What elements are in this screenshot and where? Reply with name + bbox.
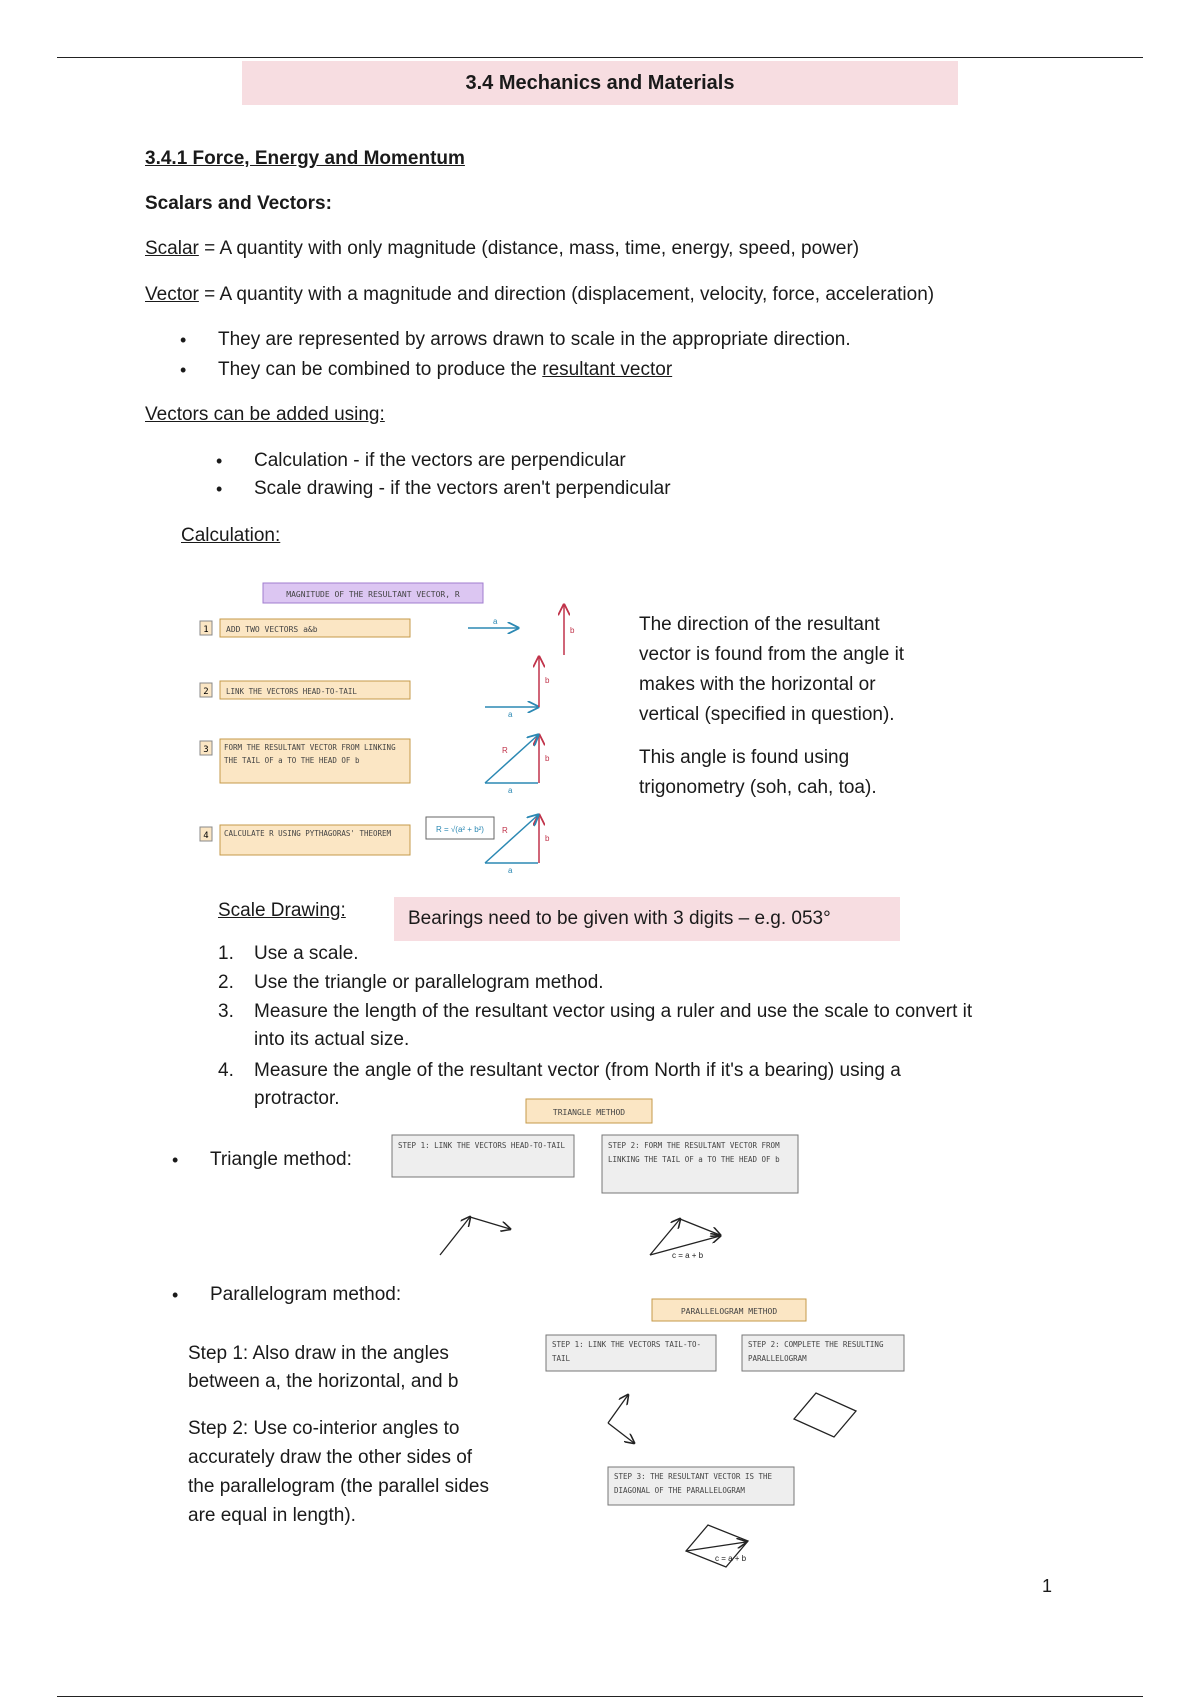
calculation-heading: Calculation: bbox=[181, 525, 281, 546]
direction-paragraph bbox=[639, 610, 904, 730]
para-step1-paragraph bbox=[188, 1340, 458, 1396]
step-line: Measure the length of the resultant vector using a ruler and use the scale to convert it bbox=[254, 1001, 973, 1022]
para-step2-line: the parallelogram (the parallel sides bbox=[188, 1476, 489, 1497]
triangle-header-text: TRIANGLE METHOD bbox=[552, 1108, 626, 1117]
bullet-item bbox=[218, 356, 672, 384]
resultant-arrow bbox=[485, 735, 538, 783]
scalar-text: = A quantity with only magnitude (distance, mass, time, energy, speed, power) bbox=[198, 238, 860, 259]
label-r: R bbox=[502, 746, 508, 755]
step-number: 3. bbox=[218, 1001, 234, 1022]
resultant-label: c = a + b bbox=[672, 1251, 704, 1260]
vector-text: = A quantity with a magnitude and direction (displacement, velocity, force, acceleration) bbox=[198, 284, 935, 305]
vector-definition bbox=[145, 281, 934, 309]
angle-paragraph bbox=[639, 743, 877, 803]
method-text: Calculation - if the vectors are perpendicular bbox=[254, 450, 626, 471]
method-item bbox=[254, 447, 626, 475]
label-a: a bbox=[508, 866, 513, 875]
resultant-vector-term: resultant vector bbox=[542, 359, 673, 380]
subheading: Scalars and Vectors: bbox=[145, 193, 332, 214]
resultant-arrow bbox=[686, 1542, 746, 1551]
scalar-definition bbox=[145, 235, 859, 263]
section-heading: 3.4.1 Force, Energy and Momentum bbox=[145, 148, 465, 169]
step-number: 2. bbox=[218, 972, 234, 993]
bearing-callout: Bearings need to be given with 3 digits – e.g. 053° bbox=[394, 897, 900, 941]
label-b: b bbox=[570, 626, 575, 635]
para-step2-line: accurately draw the other sides of bbox=[188, 1447, 473, 1468]
label-b: b bbox=[545, 676, 550, 685]
bullet-text: They are represented by arrows drawn to scale in the appropriate direction. bbox=[218, 329, 851, 350]
vector-term: Vector bbox=[145, 284, 199, 305]
vector-b-arrow bbox=[608, 1423, 634, 1443]
step-number: 1. bbox=[218, 943, 234, 964]
label-b: b bbox=[545, 754, 550, 763]
step-text: LINK THE VECTORS HEAD-TO-TAIL bbox=[226, 687, 357, 696]
triangle-method-figure bbox=[390, 1095, 820, 1265]
step-line: Use a scale. bbox=[254, 943, 359, 964]
step-number: 4 bbox=[203, 831, 209, 841]
step-line: into its actual size. bbox=[254, 1029, 410, 1050]
label-b: b bbox=[545, 834, 550, 843]
step-text: CALCULATE R USING PYTHAGORAS' THEOREM bbox=[224, 829, 392, 838]
vector-a-arrow bbox=[650, 1219, 680, 1255]
angle-line: trigonometry (soh, cah, toa). bbox=[639, 777, 877, 798]
para-step1-line: between a, the horizontal, and b bbox=[188, 1371, 459, 1392]
para-step2-text: STEP 2: COMPLETE THE RESULTING PARALLELOGRAM bbox=[748, 1340, 884, 1363]
label-r: R bbox=[502, 826, 508, 835]
para-step2-line: Step 2: Use co-interior angles to bbox=[188, 1418, 460, 1439]
label-a: a bbox=[508, 786, 513, 795]
vector-a-arrow bbox=[440, 1217, 470, 1255]
bullet-text: They can be combined to produce the bbox=[218, 359, 543, 380]
step-line: Measure the angle of the resultant vector (from North if it's a bearing) using a bbox=[254, 1060, 901, 1081]
page-title: 3.4 Mechanics and Materials bbox=[242, 61, 958, 105]
step-number: 2 bbox=[203, 687, 209, 697]
scalar-term: Scalar bbox=[145, 238, 199, 259]
calculation-figure bbox=[190, 575, 590, 875]
triangle-step1-text: STEP 1: LINK THE VECTORS HEAD-TO-TAIL bbox=[398, 1141, 566, 1150]
scale-step bbox=[218, 969, 604, 997]
parallelogram-shape bbox=[794, 1393, 856, 1437]
angle-line: This angle is found using bbox=[639, 747, 850, 768]
vectors-added-heading: Vectors can be added using: bbox=[145, 404, 385, 425]
resultant-label: c = a + b bbox=[715, 1554, 747, 1563]
para-step2-paragraph bbox=[188, 1414, 489, 1530]
step-number: 3 bbox=[203, 745, 209, 755]
triangle-step2-text: STEP 2: FORM THE RESULTANT VECTOR FROM LINKING THE TAIL OF a TO THE HEAD OF b bbox=[608, 1141, 780, 1164]
method-text: Scale drawing - if the vectors aren't perpendicular bbox=[254, 478, 671, 499]
direction-line: vertical (specified in question). bbox=[639, 704, 895, 725]
scale-drawing-heading: Scale Drawing: bbox=[218, 900, 346, 921]
direction-line: The direction of the resultant bbox=[639, 614, 880, 635]
para-step1-text: STEP 1: LINK THE VECTORS TAIL-TO-TAIL bbox=[552, 1340, 702, 1363]
step-number: 4. bbox=[218, 1060, 234, 1081]
direction-line: makes with the horizontal or bbox=[639, 674, 876, 695]
step-line: protractor. bbox=[254, 1088, 340, 1109]
parallelogram-method-label: • Parallelogram method: bbox=[210, 1281, 401, 1309]
method-item bbox=[254, 475, 671, 503]
vector-b-arrow bbox=[470, 1217, 510, 1229]
calc-header-text: MAGNITUDE OF THE RESULTANT VECTOR, R bbox=[286, 590, 460, 599]
para-step1-line: Step 1: Also draw in the angles bbox=[188, 1343, 449, 1364]
page-number: 1 bbox=[1042, 1576, 1053, 1596]
vector-a-arrow bbox=[608, 1395, 628, 1423]
label-a: a bbox=[508, 710, 513, 719]
step-text: ADD TWO VECTORS a&b bbox=[226, 625, 318, 634]
label-a: a bbox=[493, 617, 498, 626]
direction-line: vector is found from the angle it bbox=[639, 644, 905, 665]
triangle-method-label: • Triangle method: bbox=[210, 1146, 352, 1174]
scale-step bbox=[218, 998, 973, 1054]
para-header-text: PARALLELOGRAM METHOD bbox=[680, 1307, 778, 1316]
vector-b-arrow bbox=[680, 1219, 720, 1235]
para-step3-text: STEP 3: THE RESULTANT VECTOR IS THE DIAGONAL OF THE PARALLELOGRAM bbox=[614, 1472, 773, 1495]
bottom-rule bbox=[57, 1696, 1143, 1697]
step-text: FORM THE RESULTANT VECTOR FROM LINKING THE TAIL OF a TO THE HEAD OF b bbox=[224, 743, 396, 765]
para-step2-line: are equal in length). bbox=[188, 1505, 356, 1526]
parallelogram-method-figure bbox=[540, 1295, 920, 1585]
top-rule bbox=[57, 57, 1143, 58]
bullet-item bbox=[218, 326, 851, 354]
formula-text: R = √(a² + b²) bbox=[436, 825, 484, 834]
step-number: 1 bbox=[203, 625, 209, 635]
scale-step bbox=[218, 940, 359, 968]
step-line: Use the triangle or parallelogram method. bbox=[254, 972, 604, 993]
